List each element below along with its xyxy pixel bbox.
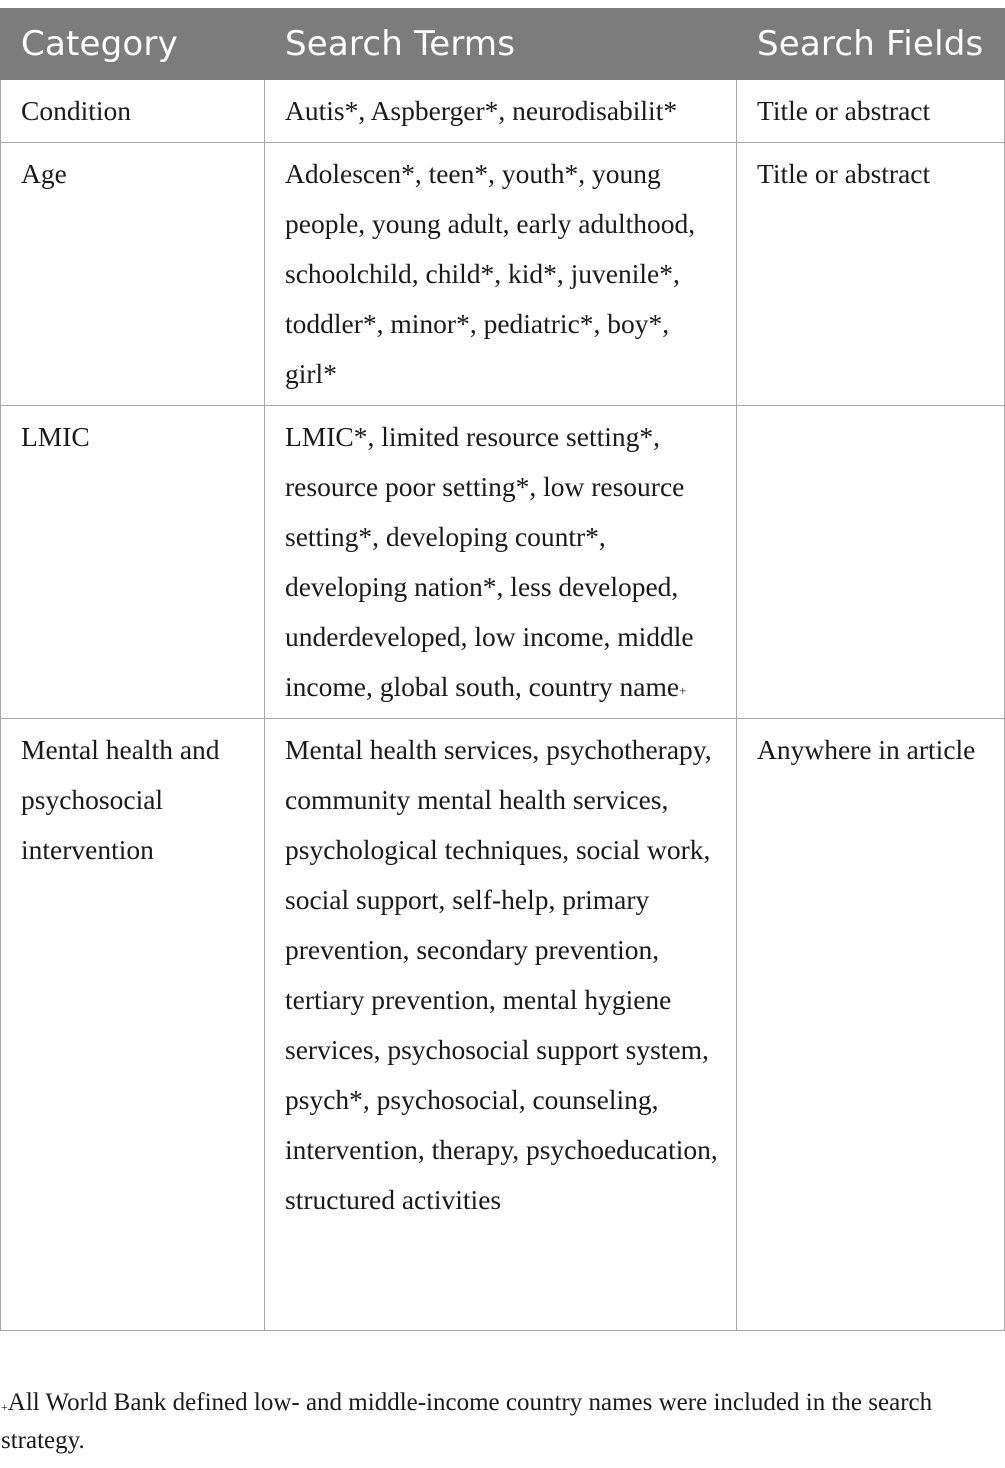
table-header-row xyxy=(1,9,1005,80)
cell-category: Condition xyxy=(1,80,265,143)
cell-category: Age xyxy=(1,143,265,406)
cell-category: Mental health and psychosocial intervention xyxy=(1,719,265,1331)
table-row xyxy=(1,406,1005,719)
table-row xyxy=(1,719,1005,1331)
cell-terms xyxy=(265,719,737,1331)
table-row xyxy=(1,143,1005,406)
header-search-fields: Search Fields xyxy=(737,9,1005,80)
cell-fields: Title or abstract xyxy=(737,143,1005,406)
cell-terms xyxy=(265,80,737,143)
header-search-terms: Search Terms xyxy=(265,9,737,80)
table-row xyxy=(1,80,1005,143)
header-category: Category xyxy=(1,9,265,80)
footnote-marker: + xyxy=(679,683,687,698)
search-strategy-table-container xyxy=(0,8,1004,1331)
cell-terms xyxy=(265,406,737,719)
terms-text: Mental health services, psychotherapy, community mental health services, psychological techniques, social work, social support, self-help, primary prevention, secondary prevention, tertiary prevention, mental hygiene services, psychosocial support system, psych*, psychosocial, counseling, intervention, therapy, psychoeducation, structured activities xyxy=(285,734,718,1215)
cell-category: LMIC xyxy=(1,406,265,719)
cell-fields xyxy=(737,406,1005,719)
cell-fields: Title or abstract xyxy=(737,80,1005,143)
terms-text: Autis*, Aspberger*, neurodisabilit* xyxy=(285,95,678,126)
terms-text: LMIC*, limited resource setting*, resource poor setting*, low resource setting*, developing countr*, developing nation*, less developed, underdeveloped, low income, middle income, global south, country name xyxy=(285,421,694,702)
search-strategy-table xyxy=(0,8,1005,1331)
cell-terms xyxy=(265,143,737,406)
footnote-marker: + xyxy=(1,1400,8,1414)
cell-fields: Anywhere in article xyxy=(737,719,1005,1331)
terms-text: Adolescen*, teen*, youth*, young people, young adult, early adulthood, schoolchild, child*, kid*, juvenile*, toddler*, minor*, pediatric*, boy*, girl* xyxy=(285,158,696,389)
table-footnote xyxy=(1,1384,991,1460)
footnote-text: All World Bank defined low- and middle-income country names were included in the search strategy. xyxy=(1,1389,933,1454)
